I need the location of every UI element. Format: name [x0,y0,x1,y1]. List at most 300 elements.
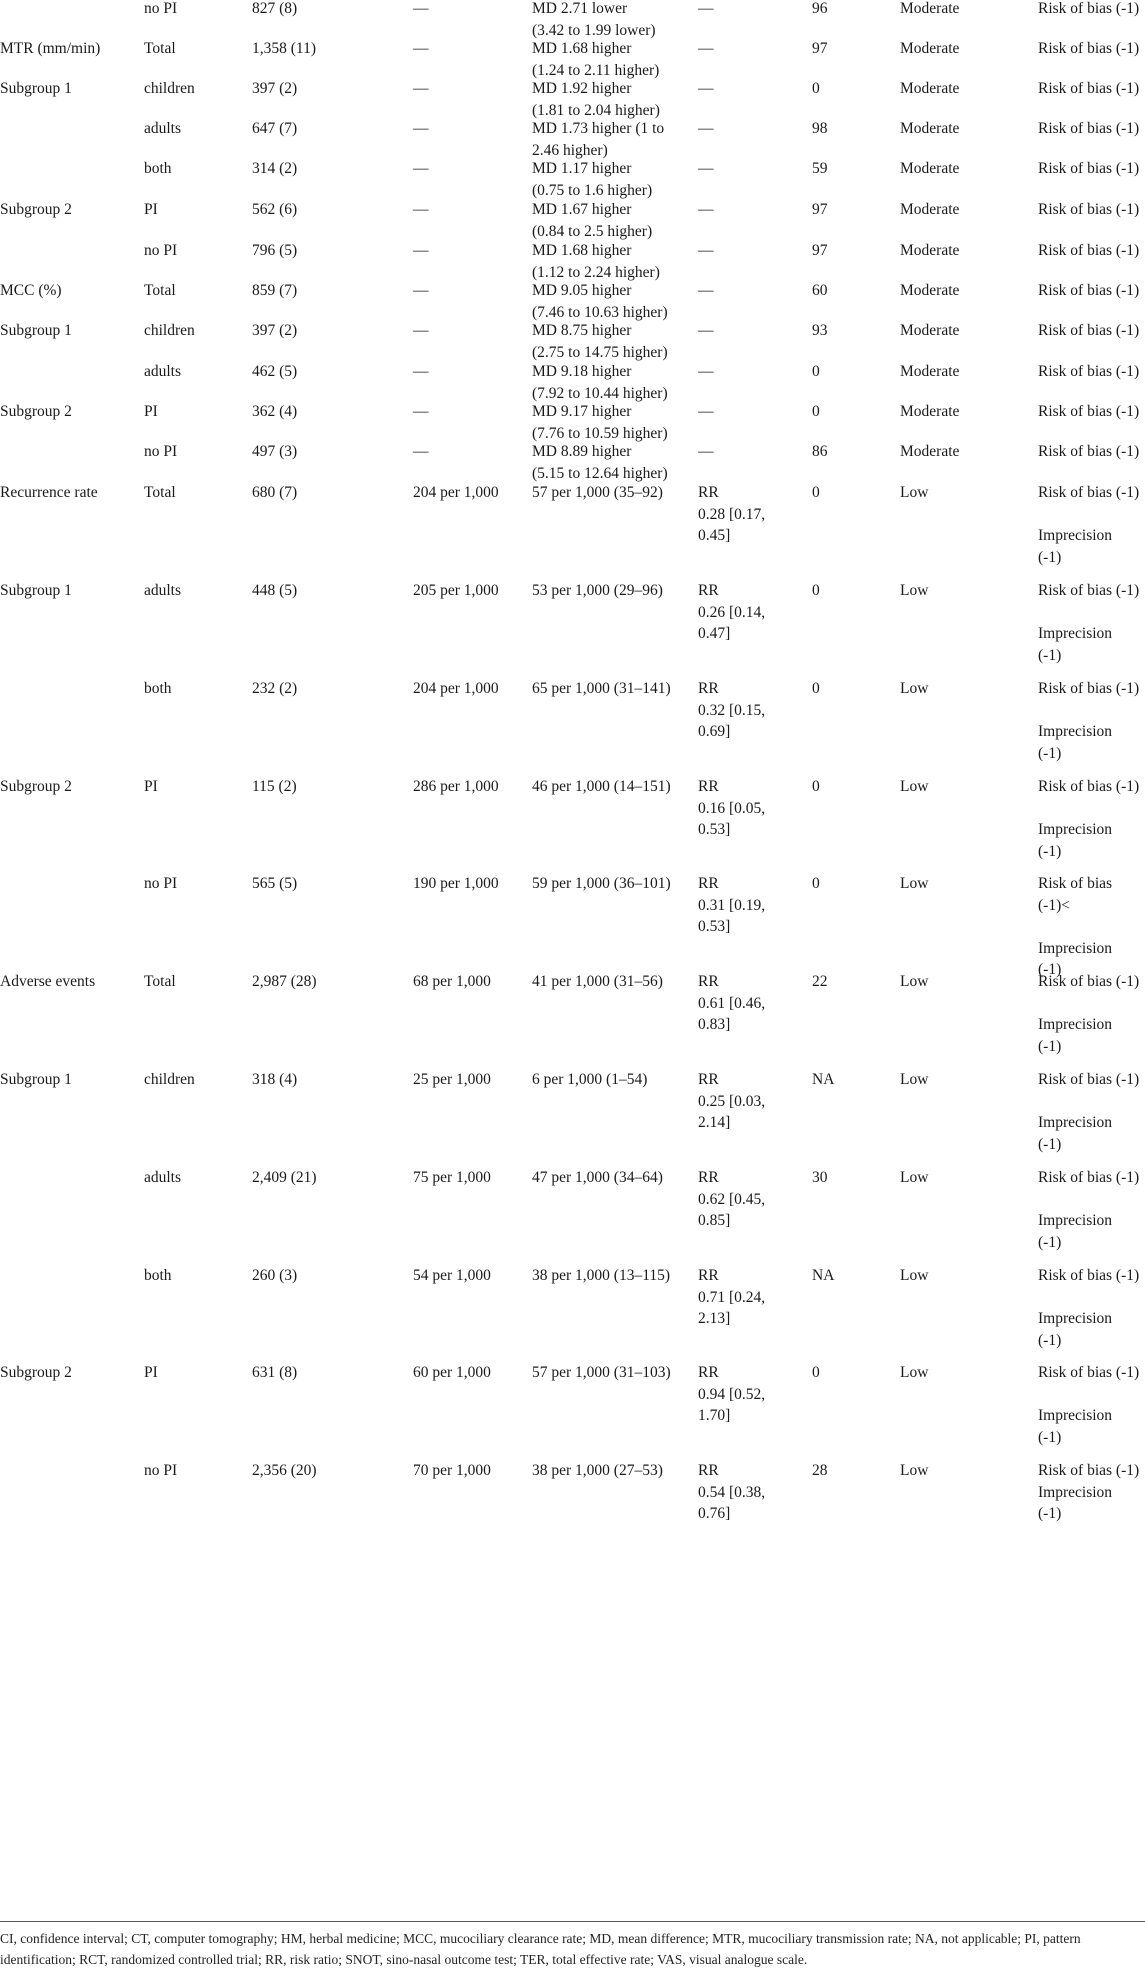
downgrade-reasons-cell-line: (-1) [1038,961,1062,978]
relative-effect-cell [698,0,778,20]
certainty-cell: Moderate [900,363,960,380]
hm-risk-cell-line: (1.81 to 2.04 higher) [532,101,660,119]
downgrade-reasons-cell [1038,1167,1145,1253]
control-risk-cell: — [413,80,429,97]
group-cell: adults [144,363,182,380]
group-cell: no PI [144,1462,178,1479]
downgrade-reasons-cell-line: Risk of bias (-1) [1038,1267,1140,1284]
relative-effect-cell-line: — [698,443,714,460]
certainty-cell: Low [900,680,929,697]
relative-effect-cell [698,441,778,463]
certainty-cell: Low [900,582,929,599]
downgrade-reasons-cell-line: Risk of bias (-1) [1038,242,1140,259]
hm-risk-cell-line: (1.12 to 2.24 higher) [532,263,660,281]
group-cell: no PI [144,0,178,17]
hm-risk-cell [532,320,682,363]
downgrade-reasons-cell [1038,1265,1145,1351]
certainty-cell: Low [900,1462,929,1479]
hm-risk-cell [532,361,682,404]
downgrade-reasons-cell-line [1038,993,1145,1015]
hm-risk-cell [532,678,682,700]
group-cell: PI [144,201,158,218]
hm-risk-cell-line: MD 1.17 higher [532,160,632,177]
relative-effect-cell-line: — [698,201,714,218]
downgrade-reasons-cell-line: Imprecision [1038,1016,1113,1033]
control-risk-cell: — [413,201,429,218]
hm-risk-cell-line: (3.42 to 1.99 lower) [532,21,656,39]
outcome-cell: Subgroup 2 [0,201,72,218]
relative-effect-cell-line: 0.45] [698,527,731,544]
outcome-cell: MTR (mm/min) [0,40,101,57]
downgrade-reasons-cell-line: Risk of bias (-1) [1038,403,1140,420]
control-risk-cell: 68 per 1,000 [413,973,491,990]
participants-cell: 115 (2) [252,778,297,795]
hm-risk-cell-line: (7.92 to 10.44 higher) [532,384,668,402]
hm-risk-cell [532,441,682,484]
downgrade-reasons-cell [1038,199,1145,221]
downgrade-reasons-cell-line: Risk of bias (-1) [1038,443,1140,460]
downgrade-reasons-cell-line: Risk of bias (-1) [1038,201,1140,218]
hm-risk-cell-line: MD 1.68 higher [532,40,632,57]
hm-risk-cell-line: 38 per 1,000 (27–53) [532,1462,663,1479]
control-risk-cell: — [413,0,429,17]
table-footnote: CI, confidence interval; CT, computer tomography; HM, herbal medicine; MCC, mucociliary clearance rate; MD, mean difference; MTR, mucociliary transmission rate; NA, not applicable; PI, pattern identification; RCT, randomized controlled trial; RR, risk ratio; SNOT, sino-nasal outcome test; TER, total effective rate; VAS, visual analogue scale. [0,1931,1081,1967]
participants-cell: 448 (5) [252,582,298,599]
hm-risk-cell [532,1265,682,1287]
i2-cell: 98 [812,120,828,137]
participants-cell: 2,409 (21) [252,1169,317,1186]
participants-cell: 2,356 (20) [252,1462,317,1479]
control-risk-cell: 205 per 1,000 [413,582,499,599]
hm-risk-cell-line: MD 9.18 higher [532,363,632,380]
downgrade-reasons-cell [1038,320,1145,342]
participants-cell: 647 (7) [252,120,298,137]
hm-risk-cell-line: 57 per 1,000 (31–103) [532,1364,671,1381]
participants-cell: 859 (7) [252,282,298,299]
hm-risk-cell [532,873,682,895]
downgrade-reasons-cell [1038,1069,1145,1155]
relative-effect-cell [698,1362,778,1427]
downgrade-reasons-cell-line: Imprecision [1038,723,1113,740]
hm-risk-cell-line: MD 9.05 higher [532,282,632,299]
control-risk-cell: — [413,242,429,259]
relative-effect-cell-line: RR [698,582,719,599]
certainty-cell: Moderate [900,40,960,57]
relative-effect-cell-line: 0.53] [698,918,731,935]
group-cell: children [144,1071,195,1088]
control-risk-cell: 70 per 1,000 [413,1462,491,1479]
hm-risk-cell-line: (2.75 to 14.75 higher) [532,343,668,361]
i2-cell: 59 [812,160,828,177]
downgrade-reasons-cell [1038,118,1145,140]
hm-risk-cell-line: 59 per 1,000 (36–101) [532,875,671,892]
relative-effect-cell-line: RR [698,680,719,697]
outcome-cell: Adverse events [0,973,96,990]
downgrade-reasons-cell [1038,776,1145,862]
hm-risk-cell [532,158,682,201]
participants-cell: 232 (2) [252,680,298,697]
participants-cell: 827 (8) [252,0,298,17]
i2-cell: NA [812,1267,835,1284]
downgrade-reasons-cell [1038,38,1145,60]
relative-effect-cell-line: — [698,282,714,299]
i2-cell: 0 [812,582,820,599]
control-risk-cell: 75 per 1,000 [413,1169,491,1186]
outcome-cell: Subgroup 1 [0,322,72,339]
relative-effect-cell [698,1069,778,1134]
relative-effect-cell-line: RR [698,1364,719,1381]
relative-effect-cell-line: 0.69] [698,723,731,740]
downgrade-reasons-cell-line [1038,1287,1145,1309]
hm-risk-cell [532,1460,682,1482]
downgrade-reasons-cell-line: (-1) [1038,1331,1062,1349]
participants-cell: 397 (2) [252,322,298,339]
participants-cell: 562 (6) [252,201,298,218]
hm-risk-cell-line: (7.46 to 10.63 higher) [532,303,668,321]
downgrade-reasons-cell-line: (-1) [1038,1135,1062,1153]
control-risk-cell: 25 per 1,000 [413,1071,491,1088]
participants-cell: 796 (5) [252,242,298,259]
relative-effect-cell-line: RR [698,1071,719,1088]
downgrade-reasons-cell-line: (-1)< [1038,896,1070,914]
relative-effect-cell-line: 0.61 [0.46, [698,994,766,1012]
i2-cell: 97 [812,201,828,218]
hm-risk-cell [532,1069,682,1091]
relative-effect-cell [698,199,778,221]
hm-risk-cell-line: MD 1.67 higher [532,201,632,218]
relative-effect-cell-line: 0.16 [0.05, [698,799,766,817]
participants-cell: 565 (5) [252,875,298,892]
downgrade-reasons-cell-line: Risk of bias (-1) [1038,322,1140,339]
downgrade-reasons-cell-line: Imprecision [1038,939,1113,957]
relative-effect-cell [698,118,778,140]
hm-risk-cell [532,1362,682,1384]
participants-cell: 314 (2) [252,160,298,177]
downgrade-reasons-cell [1038,1460,1145,1525]
relative-effect-cell-line: 0.76] [698,1505,731,1522]
group-cell: adults [144,1169,182,1186]
i2-cell: 93 [812,322,828,339]
relative-effect-cell [698,1265,778,1330]
relative-effect-cell-line: 0.31 [0.19, [698,896,766,914]
i2-cell: 60 [812,282,828,299]
downgrade-reasons-cell-line: Imprecision [1038,1310,1113,1327]
hm-risk-cell [532,0,682,41]
downgrade-reasons-cell-line: Imprecision [1038,527,1113,544]
hm-risk-cell-line: MD 8.89 higher [532,443,632,460]
relative-effect-cell-line: — [698,160,714,177]
hm-risk-cell-line: MD 1.73 higher (1 to [532,120,665,137]
downgrade-reasons-cell-line [1038,1189,1145,1211]
group-cell: Total [144,282,176,299]
downgrade-reasons-cell-line [1038,798,1145,820]
hm-risk-cell-line: 38 per 1,000 (13–115) [532,1267,671,1284]
hm-risk-cell [532,78,682,121]
relative-effect-cell [698,401,778,423]
participants-cell: 397 (2) [252,80,298,97]
downgrade-reasons-cell-line [1038,504,1145,526]
certainty-cell: Moderate [900,403,960,420]
i2-cell: 0 [812,1364,820,1381]
control-risk-cell: — [413,443,429,460]
i2-cell: 0 [812,778,820,795]
downgrade-reasons-cell-line: Risk of bias (-1) [1038,160,1140,177]
relative-effect-cell [698,361,778,383]
control-risk-cell: — [413,120,429,137]
relative-effect-cell-line: 2.13] [698,1310,731,1327]
group-cell: adults [144,582,182,599]
participants-cell: 631 (8) [252,1364,298,1381]
downgrade-reasons-cell-line: Imprecision [1038,625,1113,642]
relative-effect-cell [698,678,778,743]
relative-effect-cell-line: 0.54 [0.38, [698,1483,766,1501]
relative-effect-cell [698,482,778,547]
relative-effect-cell-line: 1.70] [698,1407,731,1424]
hm-risk-cell-line: 47 per 1,000 (34–64) [532,1169,663,1186]
hm-risk-cell-line: 41 per 1,000 (31–56) [532,973,663,990]
control-risk-cell: — [413,322,429,339]
control-risk-cell: — [413,403,429,420]
downgrade-reasons-cell-line: Imprecision [1038,821,1113,838]
certainty-cell: Low [900,1267,929,1284]
downgrade-reasons-cell [1038,0,1145,20]
hm-risk-cell [532,38,682,81]
downgrade-reasons-cell-line: Imprecision [1038,1407,1113,1424]
group-cell: PI [144,403,158,420]
downgrade-reasons-cell [1038,873,1145,981]
relative-effect-cell-line: — [698,322,714,339]
downgrade-reasons-cell-line [1038,916,1145,938]
relative-effect-cell-line: 0.53] [698,821,731,838]
relative-effect-cell [698,78,778,100]
hm-risk-cell [532,971,682,993]
downgrade-reasons-cell-line: Risk of bias (-1) [1038,680,1140,697]
relative-effect-cell [698,158,778,180]
relative-effect-cell-line: 0.62 [0.45, [698,1190,766,1208]
relative-effect-cell [698,38,778,60]
downgrade-reasons-cell [1038,971,1145,1057]
group-cell: children [144,322,195,339]
downgrade-reasons-cell [1038,401,1145,423]
downgrade-reasons-cell-line: Risk of bias (-1) [1038,80,1140,97]
i2-cell: 0 [812,80,820,97]
certainty-cell: Low [900,1071,929,1088]
certainty-cell: Moderate [900,242,960,259]
hm-risk-cell-line: 46 per 1,000 (14–151) [532,778,671,795]
hm-risk-cell-line: (5.15 to 12.64 higher) [532,464,668,482]
downgrade-reasons-cell [1038,240,1145,262]
downgrade-reasons-cell-line: Risk of bias (-1) [1038,973,1140,990]
certainty-cell: Low [900,973,929,990]
i2-cell: 0 [812,875,820,892]
participants-cell: 462 (5) [252,363,298,380]
i2-cell: 96 [812,0,828,17]
certainty-cell: Moderate [900,322,960,339]
relative-effect-cell-line: 0.32 [0.15, [698,701,766,719]
downgrade-reasons-cell [1038,482,1145,568]
hm-risk-cell-line: 2.46 higher) [532,141,608,159]
relative-effect-cell-line: — [698,80,714,97]
certainty-cell: Moderate [900,443,960,460]
downgrade-reasons-cell-line: Imprecision [1038,1114,1113,1131]
downgrade-reasons-cell-line: (-1) [1038,1505,1062,1522]
hm-risk-cell [532,1167,682,1189]
relative-effect-cell-line: — [698,120,714,137]
hm-risk-cell-line: 65 per 1,000 (31–141) [532,680,671,697]
relative-effect-cell-line: 0.26 [0.14, [698,603,766,621]
downgrade-reasons-cell-line: Risk of bias [1038,875,1113,892]
i2-cell: 22 [812,973,828,990]
outcome-cell: Subgroup 2 [0,778,72,795]
control-risk-cell: 60 per 1,000 [413,1364,491,1381]
participants-cell: 680 (7) [252,484,298,501]
downgrade-reasons-cell-line: Risk of bias (-1) [1038,1364,1140,1381]
downgrade-reasons-cell [1038,580,1145,666]
relative-effect-cell-line: RR [698,1169,719,1186]
control-risk-cell: 190 per 1,000 [413,875,499,892]
downgrade-reasons-cell-line [1038,602,1145,624]
downgrade-reasons-cell-line: (-1) [1038,1233,1062,1251]
downgrade-reasons-cell-line: (-1) [1038,842,1062,860]
hm-risk-cell-line: (0.75 to 1.6 higher) [532,181,653,199]
certainty-cell: Low [900,1364,929,1381]
downgrade-reasons-cell-line: Risk of bias (-1) [1038,0,1140,17]
group-cell: Total [144,973,176,990]
relative-effect-cell-line: RR [698,778,719,795]
relative-effect-cell-line: — [698,363,714,380]
outcome-cell: MCC (%) [0,282,62,299]
relative-effect-cell-line: 0.83] [698,1016,731,1033]
certainty-cell: Moderate [900,120,960,137]
footnote-divider [0,1921,1145,1922]
downgrade-reasons-cell-line [1038,1384,1145,1406]
downgrade-reasons-cell [1038,78,1145,100]
hm-risk-cell-line: MD 1.68 higher [532,242,632,259]
downgrade-reasons-cell-line: (-1) [1038,548,1062,566]
control-risk-cell: — [413,363,429,380]
relative-effect-cell-line: RR [698,1267,719,1284]
certainty-cell: Low [900,778,929,795]
group-cell: no PI [144,443,178,460]
group-cell: children [144,80,195,97]
relative-effect-cell-line: RR [698,484,719,501]
relative-effect-cell [698,1460,778,1525]
relative-effect-cell-line: — [698,242,714,259]
hm-risk-cell [532,118,682,161]
downgrade-reasons-cell-line [1038,1091,1145,1113]
relative-effect-cell-line: 0.85] [698,1212,731,1229]
participants-cell: 318 (4) [252,1071,298,1088]
i2-cell: 86 [812,443,828,460]
outcome-cell: Subgroup 1 [0,582,72,599]
downgrade-reasons-cell-line: Risk of bias (-1) [1038,1071,1140,1088]
relative-effect-cell-line: 0.28 [0.17, [698,505,766,523]
i2-cell: 97 [812,242,828,259]
hm-risk-cell-line: (1.24 to 2.11 higher) [532,61,660,79]
downgrade-reasons-cell-line: (-1) [1038,1037,1062,1055]
control-risk-cell: 204 per 1,000 [413,680,499,697]
i2-cell: 0 [812,403,820,420]
certainty-cell: Moderate [900,0,960,17]
relative-effect-cell-line: RR [698,1462,719,1479]
downgrade-reasons-cell-line: Risk of bias (-1) [1038,1169,1140,1186]
downgrade-reasons-cell [1038,280,1145,302]
relative-effect-cell [698,280,778,302]
group-cell: no PI [144,875,178,892]
control-risk-cell: — [413,160,429,177]
relative-effect-cell-line: 2.14] [698,1114,731,1131]
group-cell: Total [144,484,176,501]
hm-risk-cell [532,280,682,323]
group-cell: Total [144,40,176,57]
certainty-cell: Moderate [900,160,960,177]
relative-effect-cell [698,240,778,262]
hm-risk-cell [532,199,682,242]
downgrade-reasons-cell-line: Imprecision [1038,1212,1113,1229]
downgrade-reasons-cell-line: Risk of bias (-1) [1038,778,1140,795]
downgrade-reasons-cell-line: (-1) [1038,744,1062,762]
group-cell: adults [144,120,182,137]
downgrade-reasons-cell [1038,361,1145,383]
hm-risk-cell-line: MD 8.75 higher [532,322,632,339]
participants-cell: 362 (4) [252,403,298,420]
hm-risk-cell-line: 6 per 1,000 (1–54) [532,1071,648,1088]
hm-risk-cell [532,482,682,504]
control-risk-cell: 54 per 1,000 [413,1267,491,1284]
relative-effect-cell [698,776,778,841]
relative-effect-cell [698,580,778,645]
hm-risk-cell [532,401,682,444]
certainty-cell: Moderate [900,282,960,299]
control-risk-cell: 204 per 1,000 [413,484,499,501]
hm-risk-cell-line: MD 9.17 higher [532,403,632,420]
downgrade-reasons-cell [1038,678,1145,764]
outcome-cell: Subgroup 1 [0,1071,72,1088]
relative-effect-cell-line: 0.71 [0.24, [698,1288,766,1306]
group-cell: PI [144,1364,158,1381]
i2-cell: 97 [812,40,828,57]
downgrade-reasons-cell-line: Risk of bias (-1) [1038,120,1140,137]
downgrade-reasons-cell-line: Risk of bias (-1) [1038,484,1140,501]
certainty-cell: Low [900,1169,929,1186]
participants-cell: 2,987 (28) [252,973,317,990]
outcome-cell: Subgroup 2 [0,403,72,420]
certainty-cell: Moderate [900,80,960,97]
relative-effect-cell-line: RR [698,973,719,990]
downgrade-reasons-cell-line: Risk of bias (-1) [1038,582,1140,599]
hm-risk-cell [532,580,682,602]
certainty-cell: Low [900,484,929,501]
participants-cell: 1,358 (11) [252,40,316,57]
downgrade-reasons-cell-line: Risk of bias (-1) [1038,363,1140,380]
downgrade-reasons-cell [1038,441,1145,463]
hm-risk-cell-line: MD 1.92 higher [532,80,632,97]
relative-effect-cell [698,320,778,342]
downgrade-reasons-cell-line: Risk of bias (-1) [1038,1462,1140,1479]
i2-cell: NA [812,1071,835,1088]
i2-cell: 28 [812,1462,828,1479]
downgrade-reasons-cell-line: Risk of bias (-1) [1038,282,1140,299]
group-cell: PI [144,778,158,795]
relative-effect-cell [698,971,778,1036]
hm-risk-cell-line: MD 2.71 lower [532,0,628,17]
relative-effect-cell-line: — [698,403,714,420]
relative-effect-cell [698,1167,778,1232]
control-risk-cell: — [413,282,429,299]
outcome-cell: Subgroup 1 [0,80,72,97]
downgrade-reasons-cell-line [1038,700,1145,722]
relative-effect-cell [698,873,778,938]
